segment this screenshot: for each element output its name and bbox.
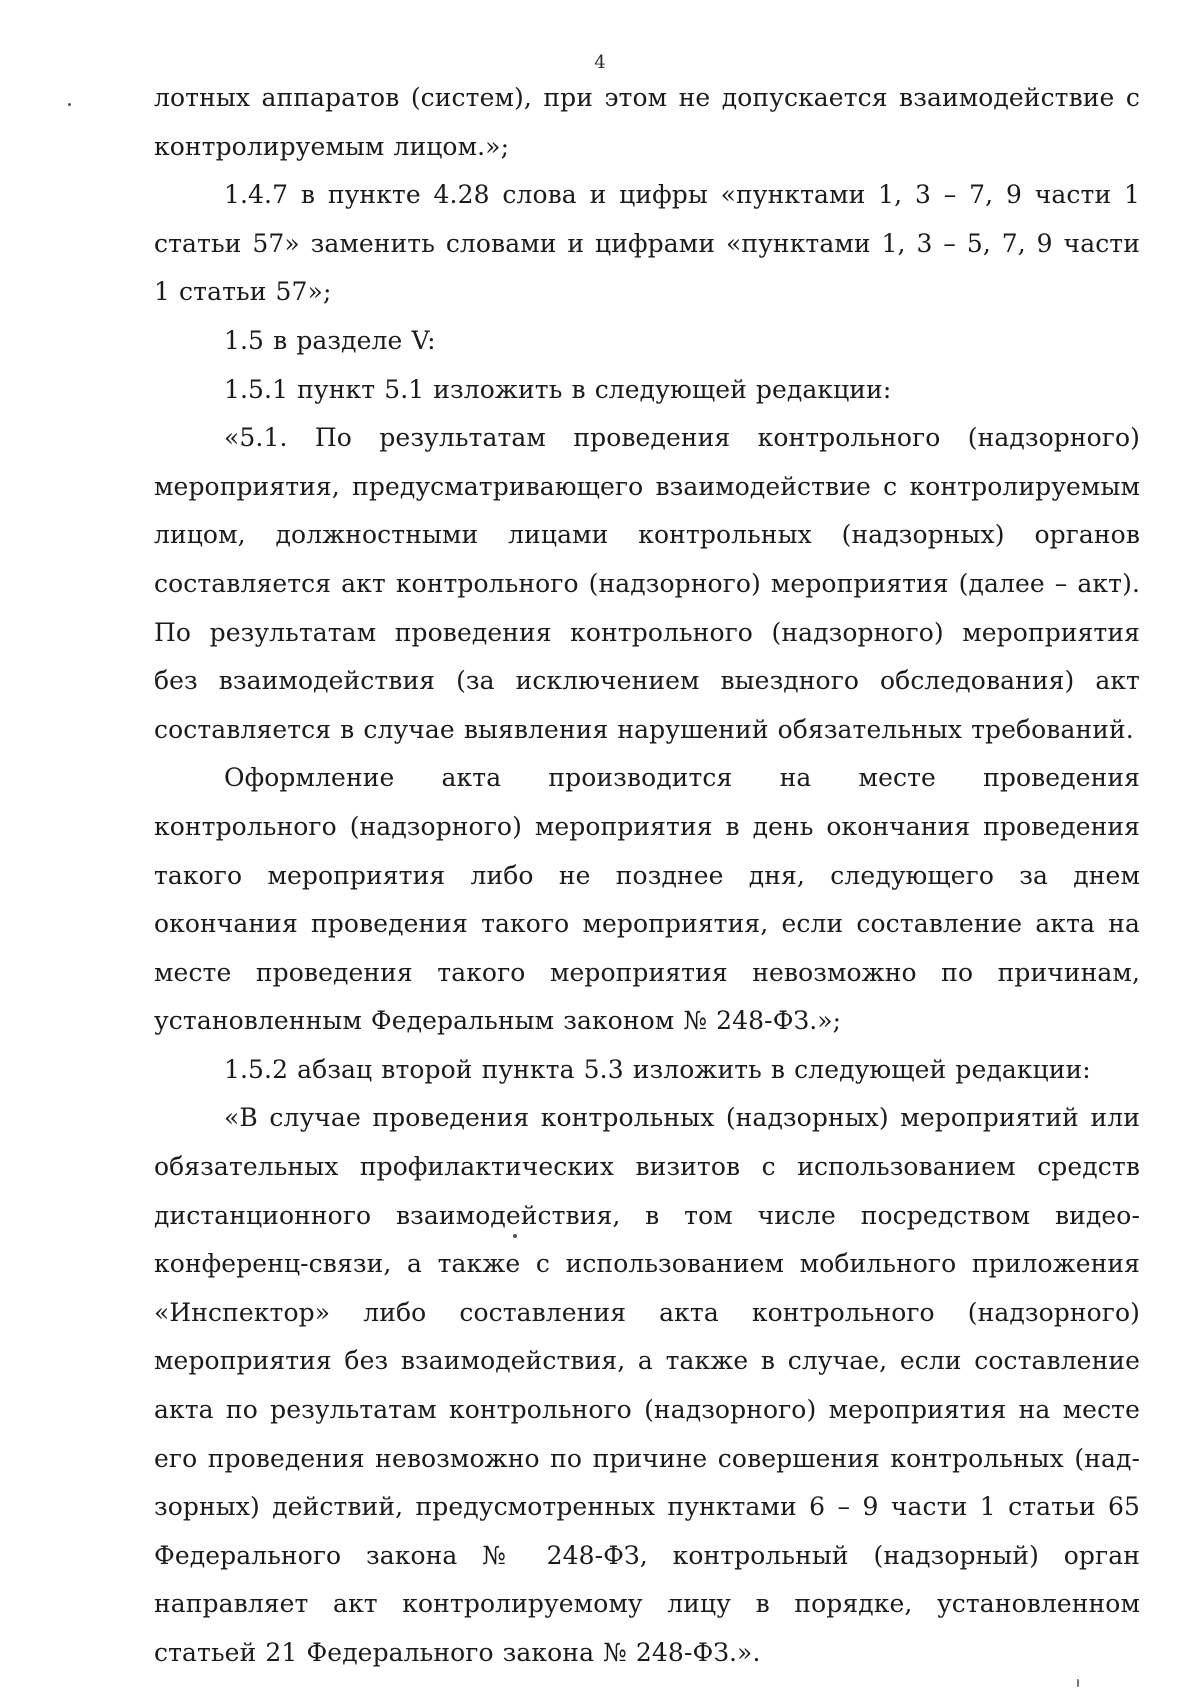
- scan-speck: [1077, 1679, 1079, 1687]
- paragraph-7: 1.5.2 абзац второй пункта 5.3 изложить в следующей редакции:: [224, 1054, 1091, 1084]
- paragraph-5: «5.1. По результатам проведения контрольного (надзорного) мероприятия, предусматривающего взаимодействие с контролируемым лицом, должностными лицами контрольных (надзорных) органов составляется акт контрольного (надзорного) мероприятия (далее – акт). По результатам проведения контрольного (надзорного) мероприятия без взаимодействия (за исключением выездного обследования) акт составляется в случае выявления нарушений обязательных требований.: [154, 423, 1140, 744]
- paragraph-4: 1.5.1 пункт 5.1 изложить в следующей редакции:: [224, 374, 892, 404]
- paragraph-2: 1.4.7 в пункте 4.28 слова и цифры «пунктами 1, 3 – 7, 9 части 1 статьи 57» заменить словами и цифрами «пунктами 1, 3 – 5, 7, 9 части 1 статьи 57»;: [154, 180, 1140, 307]
- scan-speck: [513, 1234, 517, 1238]
- document-body: [154, 74, 1140, 1678]
- scan-speck: [68, 103, 71, 106]
- paragraph-3: 1.5 в разделе V:: [224, 325, 436, 355]
- page-number: 4: [594, 52, 606, 73]
- paragraph-1: лотных аппаратов (систем), при этом не допускается взаимодействие с контролируемым лицом.»;: [154, 83, 1140, 161]
- paragraph-6: Оформление акта производится на месте проведения контрольного (надзорного) мероприятия в день окончания проведения такого мероприятия либо не позднее дня, следующего за днем окончания проведения такого мероприятия, если составление акта на месте проведения такого мероприятия невозможно по причинам, установленным Федеральным законом № 248-ФЗ.»;: [154, 763, 1140, 1036]
- paragraph-8: «В случае проведения контрольных (надзорных) мероприятий или обязательных профилактических визитов с использованием средств дистанционного взаимодействия, в том числе посредством видео-конференц-связи, а также с использованием мобильного приложения «Инспектор» либо составления акта контрольного (надзорного) мероприятия без взаимодействия, а также в случае, если составление акта по результатам контрольного (надзорного) мероприятия на месте его проведения невозможно по причине совершения контрольных (надзорных) действий, предусмотренных пунктами 6 – 9 части 1 статьи 65 Федерального закона № 248-ФЗ, контрольный (надзорный) орган направляет акт контролируемому лицу в порядке, установленном статьей 21 Федерального закона № 248-ФЗ.».: [154, 1103, 1140, 1667]
